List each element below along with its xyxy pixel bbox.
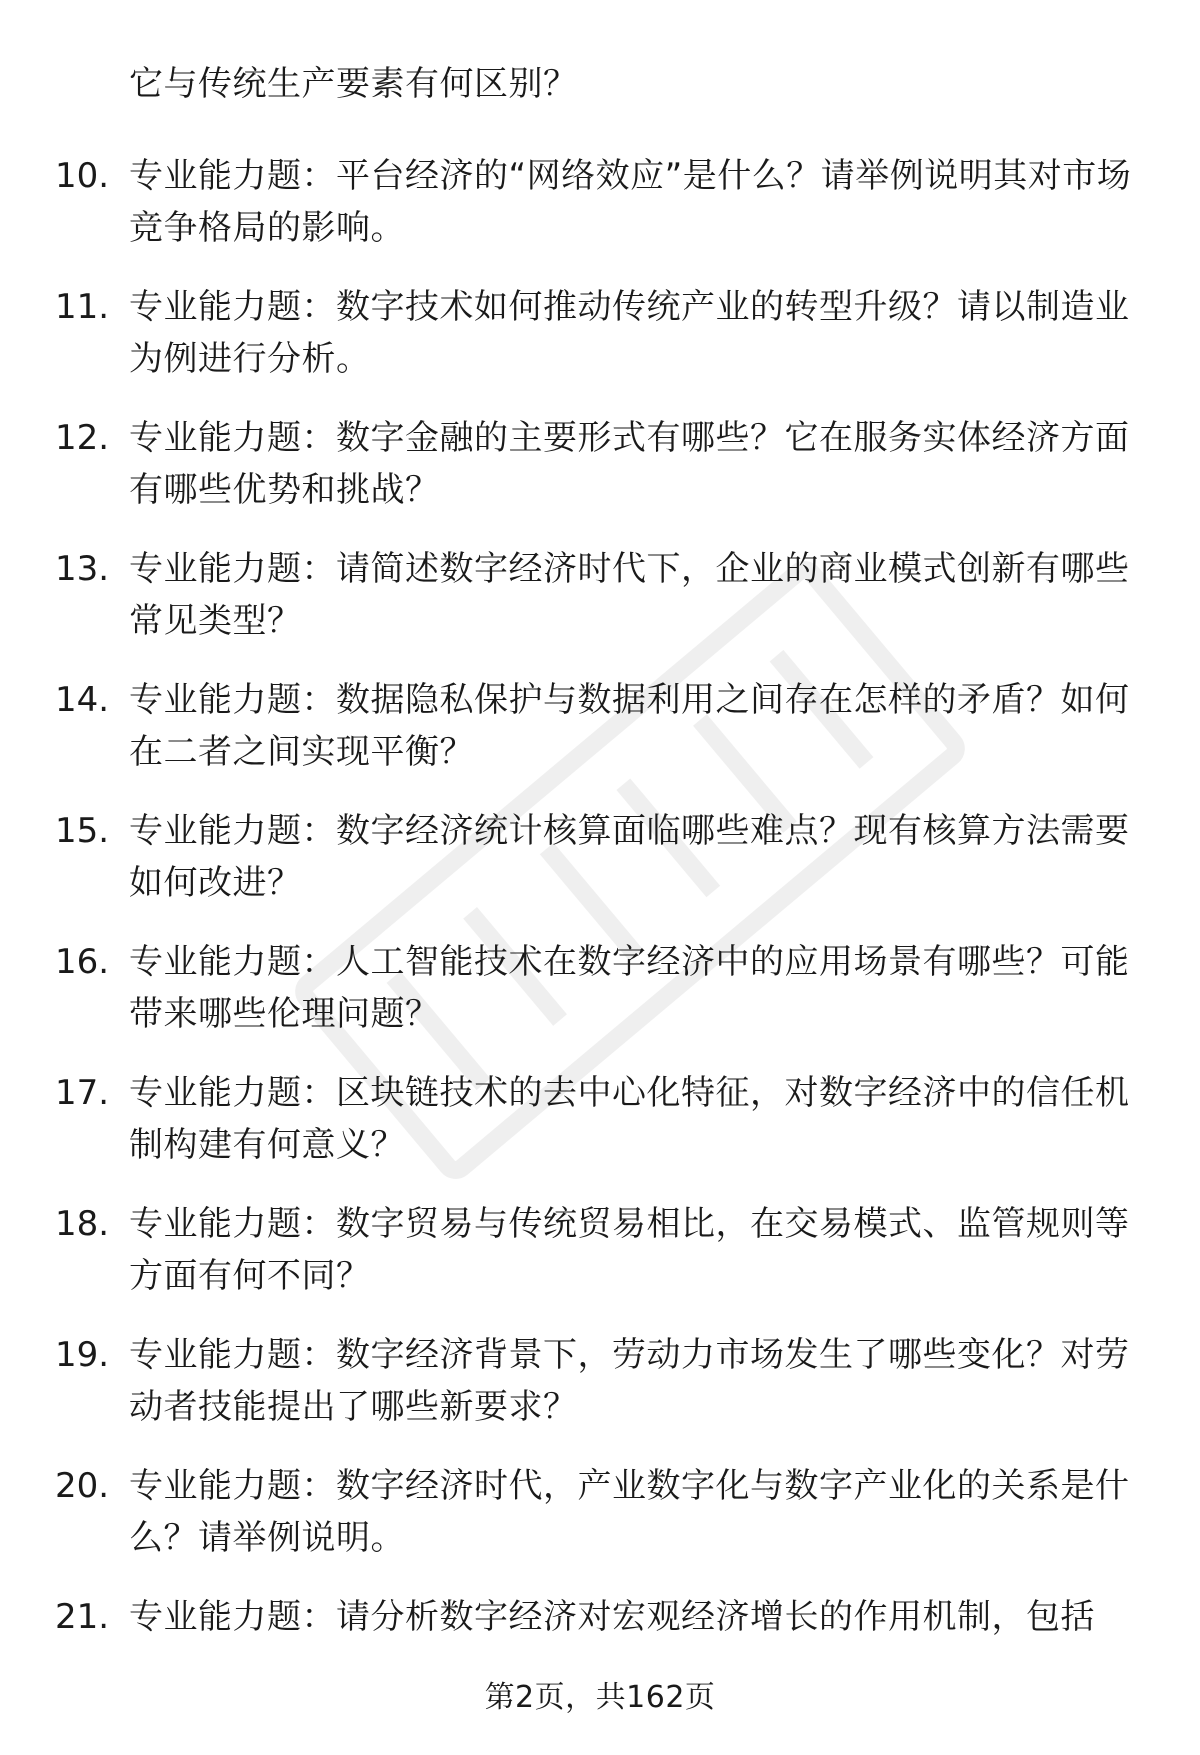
question-text: 专业能力题：数字金融的主要形式有哪些？它在服务实体经济方面有哪些优势和挑战？ xyxy=(129,418,1130,510)
question-text: 专业能力题：数字贸易与传统贸易相比，在交易模式、监管规则等方面有何不同？ xyxy=(129,1204,1130,1296)
question-number: 18. xyxy=(55,1204,110,1244)
question-number: 19. xyxy=(55,1335,110,1375)
question-item xyxy=(0,281,1200,412)
question-text: 专业能力题：平台经济的“网络效应”是什么？请举例说明其对市场竞争格局的影响。 xyxy=(129,156,1132,248)
question-item xyxy=(0,1067,1200,1198)
question-item xyxy=(0,674,1200,805)
question-list xyxy=(0,150,1200,1722)
question-number: 15. xyxy=(55,811,110,851)
question-number: 10. xyxy=(55,156,110,196)
question-item xyxy=(0,412,1200,543)
question-item xyxy=(0,1329,1200,1460)
question-text: 专业能力题：请分析数字经济对宏观经济增长的作用机制，包括 xyxy=(129,1597,1095,1637)
question-item xyxy=(0,150,1200,281)
question-number: 20. xyxy=(55,1466,110,1506)
question-text: 专业能力题：数字技术如何推动传统产业的转型升级？请以制造业为例进行分析。 xyxy=(129,287,1130,379)
question-text: 专业能力题：请简述数字经济时代下，企业的商业模式创新有哪些常见类型？ xyxy=(129,549,1130,641)
question-number: 11. xyxy=(55,287,110,327)
question-text: 专业能力题：数字经济时代，产业数字化与数字产业化的关系是什么？请举例说明。 xyxy=(129,1466,1130,1558)
question-number: 14. xyxy=(55,680,110,720)
question-number: 13. xyxy=(55,549,110,589)
question-item xyxy=(0,1198,1200,1329)
question-text: 专业能力题：数据隐私保护与数据利用之间存在怎样的矛盾？如何在二者之间实现平衡？ xyxy=(129,680,1130,772)
question-item xyxy=(0,805,1200,936)
question-number: 12. xyxy=(55,418,110,458)
continuation-text: 它与传统生产要素有何区别？ xyxy=(129,64,578,104)
question-text: 专业能力题：数字经济背景下，劳动力市场发生了哪些变化？对劳动者技能提出了哪些新要求？ xyxy=(129,1335,1130,1427)
question-item xyxy=(0,543,1200,674)
question-number: 16. xyxy=(55,942,110,982)
question-item xyxy=(0,936,1200,1067)
question-text: 专业能力题：人工智能技术在数字经济中的应用场景有哪些？可能带来哪些伦理问题？ xyxy=(129,942,1130,1034)
question-number: 21. xyxy=(55,1597,110,1637)
question-text: 专业能力题：数字经济统计核算面临哪些难点？现有核算方法需要如何改进？ xyxy=(129,811,1130,903)
page-footer: 第2页，共162页 xyxy=(484,1680,716,1715)
question-text: 专业能力题：区块链技术的去中心化特征，对数字经济中的信任机制构建有何意义？ xyxy=(129,1073,1130,1165)
question-number: 17. xyxy=(55,1073,110,1113)
question-item xyxy=(0,1460,1200,1591)
